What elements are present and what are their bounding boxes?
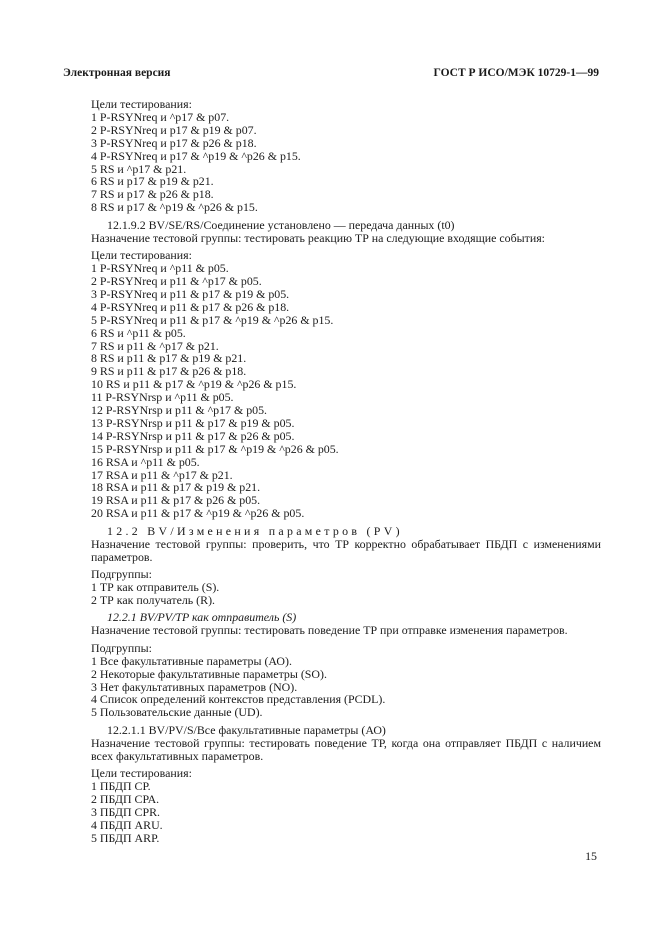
list-item: 2 P-RSYNreq и p17 & p19 & p07. xyxy=(91,122,257,137)
paragraph: Назначение тестовой группы: тестировать поведение ТР при отправке изменения параметров. xyxy=(91,623,568,638)
list-item: 17 RSA и p11 & ^p17 & p21. xyxy=(91,467,233,482)
list-caption: Подгруппы: xyxy=(91,567,152,582)
page-number: 15 xyxy=(585,849,597,863)
list-caption: Цели тестирования: xyxy=(91,766,192,781)
list-item: 8 RS и p17 & ^p19 & ^p26 & p15. xyxy=(91,200,258,215)
list-item: 4 P-RSYNreq и p17 & ^p19 & ^p26 & p15. xyxy=(91,148,301,163)
list-item: 5 Пользовательские данные (UD). xyxy=(91,705,263,720)
list-item: 6 RS и ^p11 & p05. xyxy=(91,325,186,340)
document-body xyxy=(91,98,601,845)
list-item: 1 ТР как отправитель (S). xyxy=(91,580,220,594)
list-item: 3 Нет факультативных параметров (NO). xyxy=(91,679,298,694)
list-item: 12 P-RSYNrsp и p11 & ^p17 & p05. xyxy=(91,403,268,418)
list-item: 10 RS и p11 & p17 & ^p19 & ^p26 & p15. xyxy=(91,377,297,392)
list-item: 1 P-RSYNreq и ^p17 & p07. xyxy=(91,109,230,124)
paragraph: Назначение тестовой группы: тестировать реакцию ТР на следующие входящие события: xyxy=(91,230,545,245)
list-item: 18 RSA и p11 & p17 & p19 & p21. xyxy=(91,480,261,495)
list-item: 11 P-RSYNrsp и ^p11 & p05. xyxy=(91,390,234,405)
list-item: 3 P-RSYNreq и p11 & p17 & p19 & p05. xyxy=(91,286,290,301)
section-heading: 12.1.9.2 BV/SE/RS/Соединение установлено — передача данных (t0) xyxy=(107,217,455,232)
section-heading: 12.2.1.1 BV/PV/S/Все факультативные параметры (АО) xyxy=(107,722,386,737)
list-item: 1 ПБДП СР. xyxy=(91,779,151,794)
list-item: 15 P-RSYNrsp и p11 & p17 & ^p19 & ^p26 & p05. xyxy=(91,441,339,456)
list-item: 5 RS и ^p17 & p21. xyxy=(91,161,187,176)
list-caption: Цели тестирования: xyxy=(91,97,192,111)
list-item: 3 ПБДП CPR. xyxy=(91,804,160,819)
running-header-left: Электронная версия xyxy=(63,67,171,79)
list-item: 4 ПБДП ARU. xyxy=(91,817,163,832)
list-item: 1 Все факультативные параметры (АО). xyxy=(91,653,292,668)
list-item: 6 RS и p17 & p19 & p21. xyxy=(91,174,214,189)
list-item: 20 RSA и p11 & p17 & ^p19 & ^p26 & p05. xyxy=(91,506,305,521)
list-item: 14 P-RSYNrsp и p11 & p17 & p26 & p05. xyxy=(91,428,295,443)
list-item: 19 RSA и p11 & p17 & p26 & p05. xyxy=(91,493,261,508)
list-item: 7 RS и p17 & p26 & p18. xyxy=(91,187,214,202)
paragraph: Назначение тестовой группы: тестировать поведение ТР, когда она отправляет ПБДП с наличием всех факультативных параметров. xyxy=(91,735,601,763)
list-item: 8 RS и p11 & p17 & p19 & p21. xyxy=(91,351,247,366)
section-heading: 12.2 BV/Изменения параметров (PV) xyxy=(107,523,403,538)
list-item: 2 Некоторые факультативные параметры (SO). xyxy=(91,666,327,681)
list-item: 9 RS и p11 & p17 & p26 & p18. xyxy=(91,364,247,379)
list-item: 2 ПБДП СРА. xyxy=(91,791,160,806)
list-item: 3 P-RSYNreq и p17 & p26 & p18. xyxy=(91,135,257,150)
running-header-right: ГОСТ Р ИСО/МЭК 10729-1—99 xyxy=(433,67,599,79)
list-item: 2 ТР как получатель (R). xyxy=(91,592,215,607)
list-item: 7 RS и p11 & ^p17 & p21. xyxy=(91,338,219,353)
list-item: 16 RSA и ^p11 & p05. xyxy=(91,454,200,469)
list-item: 5 ПБДП ARP. xyxy=(91,830,160,845)
list-caption: Подгруппы: xyxy=(91,640,152,655)
section-heading: 12.2.1 BV/PV/TP как отправитель (S) xyxy=(107,610,297,625)
list-item: 1 P-RSYNreq и ^p11 & p05. xyxy=(91,261,229,276)
list-item: 4 P-RSYNreq и p11 & p17 & p26 & p18. xyxy=(91,299,290,314)
list-item: 2 P-RSYNreq и p11 & ^p17 & p05. xyxy=(91,273,262,288)
list-item: 5 P-RSYNreq и p11 & p17 & ^p19 & ^p26 & p15. xyxy=(91,312,334,327)
list-caption: Цели тестирования: xyxy=(91,248,192,263)
paragraph: Назначение тестовой группы: проверить, что ТР корректно обрабатывает ПБДП с изменениями параметров. xyxy=(91,536,601,564)
list-item: 4 Список определений контекстов представления (PCDL). xyxy=(91,692,386,707)
list-item: 13 P-RSYNrsp и p11 & p17 & p19 & p05. xyxy=(91,415,295,430)
